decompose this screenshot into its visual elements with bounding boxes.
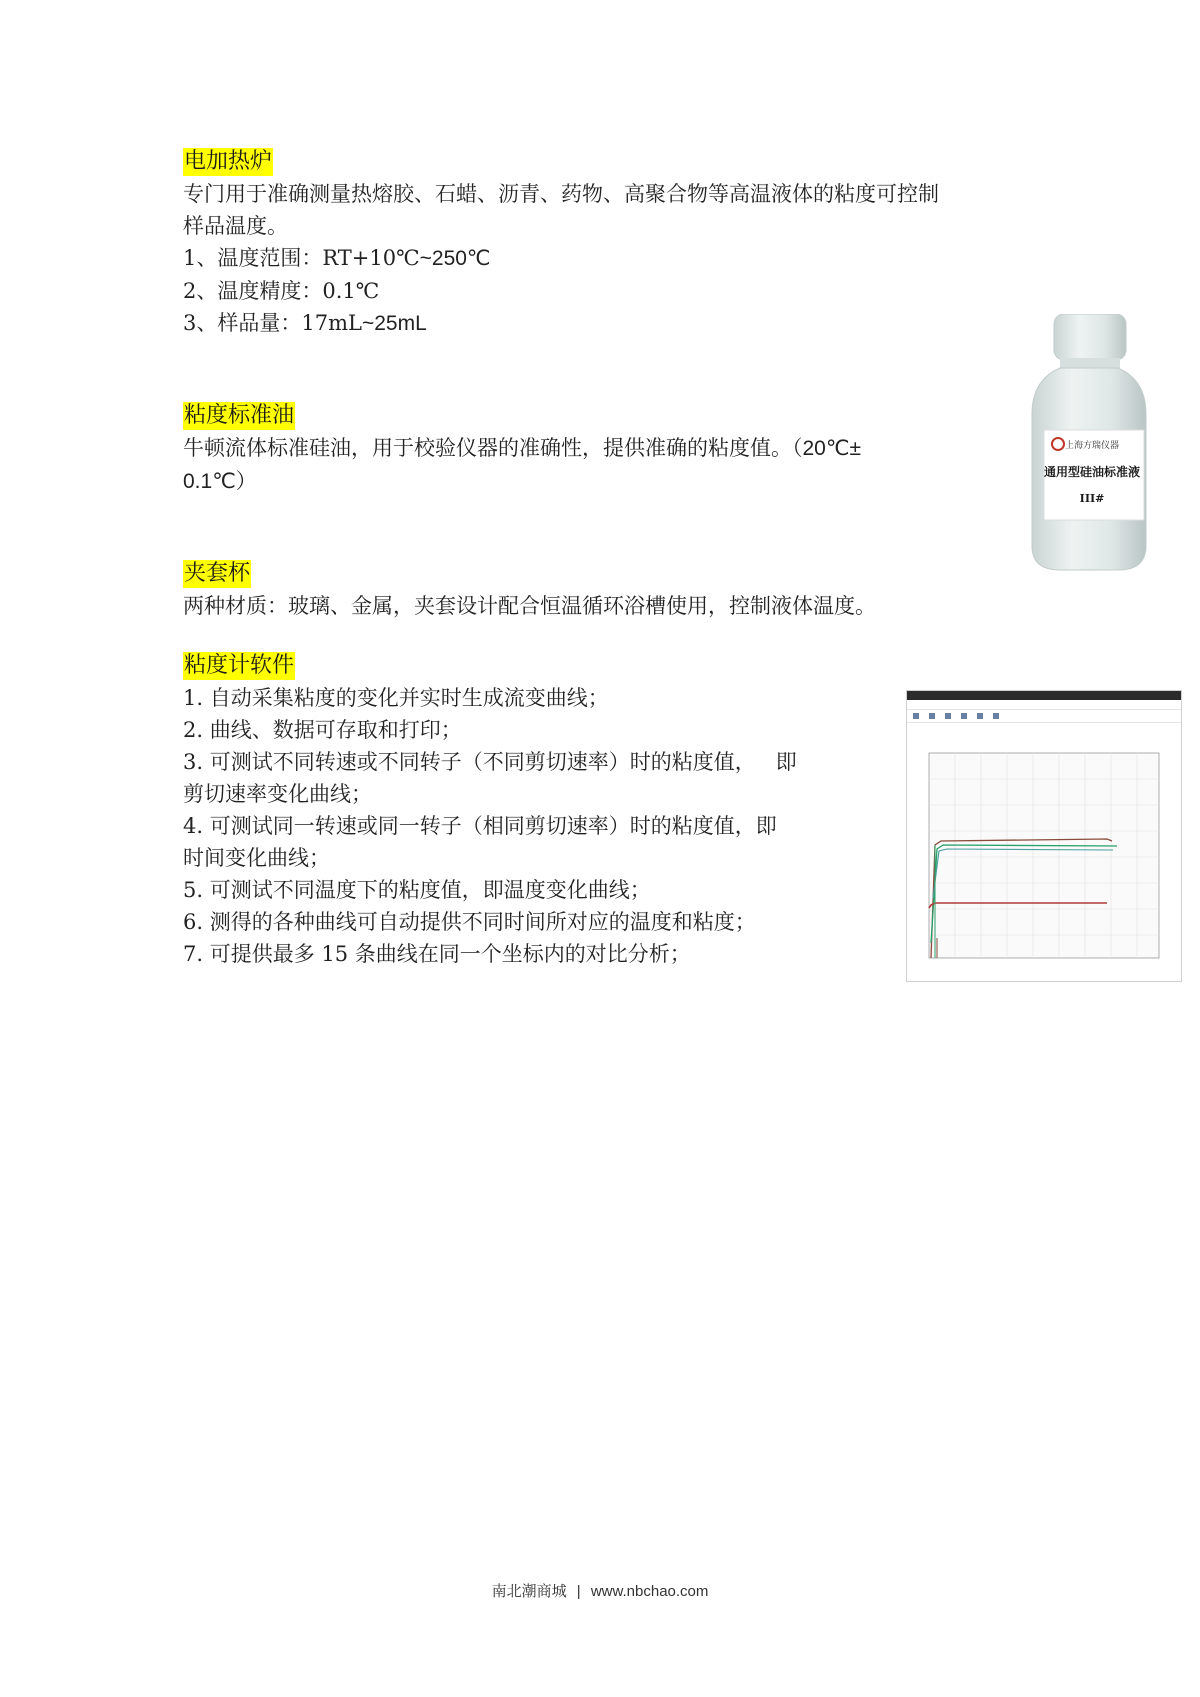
section-standard-oil (183, 402, 861, 498)
list-item: 时间变化曲线； (183, 846, 330, 870)
heater-item-2: 2、温度精度：0.1℃ (183, 279, 380, 303)
oil-desc-line1: 牛顿流体标准硅油，用于校验仪器的准确性，提供准确的粘度值。（20℃± (183, 436, 861, 460)
section-heater (183, 148, 939, 340)
cup-desc: 两种材质：玻璃、金属，夹套设计配合恒温循环浴槽使用，控制液体温度。 (183, 594, 876, 618)
bottle-product-name: 通用型硅油标准液 (1043, 465, 1141, 479)
footer-site-name: 南北潮商城 (491, 1582, 567, 1600)
list-item: 1. 自动采集粘度的变化并实时生成流变曲线； (183, 686, 609, 710)
rheology-curve-plot (907, 723, 1181, 981)
section-jacket-cup (183, 560, 876, 622)
software-feature-list (183, 682, 797, 970)
section-software (183, 652, 797, 970)
list-item: 5. 可测试不同温度下的粘度值，即温度变化曲线； (183, 878, 651, 902)
software-toolbar (907, 710, 1181, 723)
heater-desc-line1: 专门用于准确测量热熔胶、石蜡、沥青、药物、高聚合物等高温液体的粘度可控制 (183, 182, 939, 206)
standard-oil-bottle-image (1030, 314, 1148, 572)
heater-item-1: 1、温度范围：RT+10℃~250℃ (183, 246, 491, 270)
heater-desc-line2: 样品温度。 (183, 214, 288, 238)
oil-title: 粘度标准油 (184, 403, 295, 428)
software-menubar (907, 700, 1181, 710)
list-item: 7. 可提供最多 15 条曲线在同一个坐标内的对比分析； (183, 942, 691, 966)
footer-url[interactable]: www.nbchao.com (590, 1583, 709, 1600)
heater-item-3: 3、样品量：17mL~25mL (183, 311, 427, 335)
list-item: 6. 测得的各种曲线可自动提供不同时间所对应的温度和粘度； (183, 910, 756, 934)
cup-title: 夹套杯 (184, 561, 251, 586)
list-item: 4. 可测试同一转速或同一转子（相同剪切速率）时的粘度值，即 (183, 814, 777, 838)
list-item: 2. 曲线、数据可存取和打印； (183, 718, 462, 742)
page-footer (0, 1580, 1200, 1601)
software-title: 粘度计软件 (184, 653, 295, 678)
footer-separator: | (576, 1583, 581, 1600)
viscometer-software-screenshot (906, 690, 1182, 982)
bottle-brand: 上海方瑞仪器 (1064, 441, 1120, 451)
heater-title: 电加热炉 (184, 149, 273, 174)
list-item: 3. 可测试不同转速或不同转子（不同剪切速率）时的粘度值， 即 (183, 750, 797, 774)
bottle-code: III# (1079, 492, 1105, 505)
oil-desc-line2: 0.1℃） (183, 469, 257, 493)
software-window-titlebar (907, 691, 1181, 700)
list-item: 剪切速率变化曲线； (183, 782, 372, 806)
